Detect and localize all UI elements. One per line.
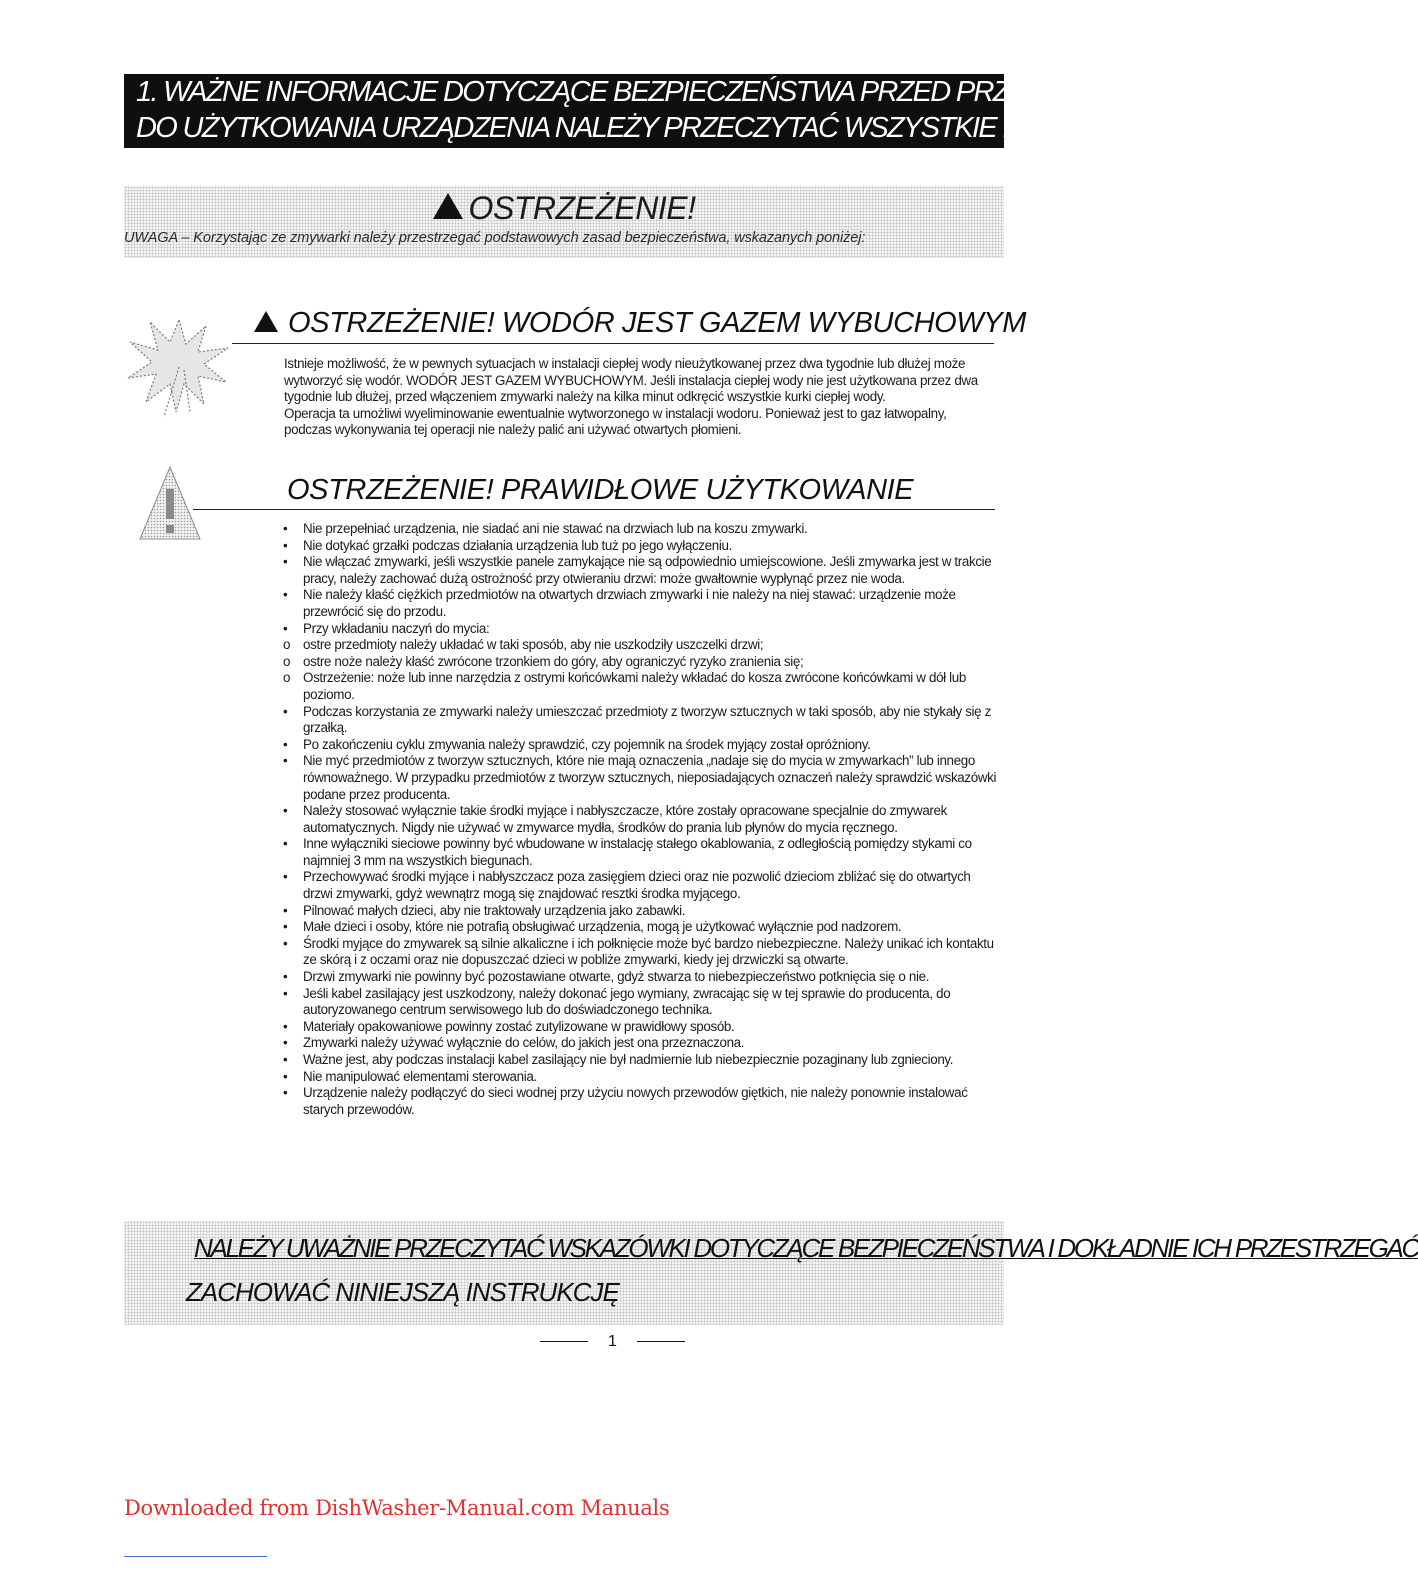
list-item-text: Małe dzieci i osoby, które nie potrafią obsługiwać urządzenia, mogą je użytkować wyłącznie pod nadzorem.	[303, 919, 902, 935]
list-item-text: Przy wkładaniu naczyń do mycia:	[303, 620, 490, 636]
list-item-text: Podczas korzystania ze zmywarki należy umieszczać przedmioty z tworzyw sztucznych w taki sposób, aby nie stykały się z grzałką.	[303, 703, 992, 736]
list-marker: •	[283, 1068, 288, 1084]
list-item	[283, 538, 997, 555]
list-marker: •	[283, 969, 288, 985]
list-item-text: Urządzenie należy podłączyć do sieci wodnej przy użyciu nowych przewodów giętkich, nie należy ponownie instalować starych przewodów.	[303, 1085, 968, 1117]
list-item	[283, 1085, 997, 1118]
list-item-text: Zmywarki należy używać wyłącznie do celów, do jakich jest ona przeznaczona.	[303, 1035, 745, 1051]
list-item-text: Ważne jest, aby podczas instalacji kabel zasilający nie był nadmiernie lub niebezpiecznie pozaginany lub zgnieciony.	[303, 1052, 954, 1067]
warning-triangle-icon	[138, 463, 202, 543]
list-subitem	[283, 654, 997, 671]
list-item	[283, 969, 997, 986]
list-item-text: Ostrzeżenie: noże lub inne narzędzia z ostrymi końcówkami należy wkładać do kosza zwrócone końcówkami w dół lub poziomo.	[303, 670, 966, 702]
list-item	[283, 1052, 997, 1069]
list-marker: •	[283, 521, 288, 536]
list-item	[283, 1019, 997, 1036]
list-marker: •	[283, 703, 288, 719]
list-item	[283, 521, 997, 538]
footer-reminder-line-1: NALEŻY UWAŻNIE PRZECZYTAĆ WSKAZÓWKI DOTYCZĄCE BEZPIECZEŃSTWA I DOKŁADNIE ICH PRZESTRZEGAĆ	[194, 1233, 1418, 1263]
page-number-row	[0, 1333, 1225, 1351]
page-number-dash-left	[540, 1341, 588, 1342]
list-marker: •	[283, 554, 288, 570]
section-hydrogen-title-row	[254, 307, 1026, 340]
list-marker: •	[283, 736, 288, 752]
list-marker: •	[283, 587, 288, 603]
section-hydrogen-rule	[232, 343, 994, 344]
list-item-text: Materiały opakowaniowe powinny zostać zutylizowane w prawidłowy sposób.	[303, 1018, 735, 1034]
list-item	[283, 1069, 997, 1086]
list-item	[283, 737, 997, 754]
header-banner	[124, 74, 1186, 148]
footer-reminder-box	[124, 1221, 1418, 1325]
list-item-text: Nie myć przedmiotów z tworzyw sztucznych, które nie mają oznaczenia „nadaje się do mycia w zmywarkach” lub innego równoważnego. W przypadku przedmiotów z tworzyw sztucznych, nieposiadających oznaczeń należy sprawdzić wskazówki podane przez producenta.	[303, 753, 997, 802]
list-item	[283, 621, 997, 638]
page-number-dash-right	[637, 1341, 685, 1342]
warning-box-title-row	[124, 190, 1004, 227]
list-item-text: Pilnować małych dzieci, aby nie traktowały urządzenia jako zabawki.	[303, 902, 686, 918]
list-marker: •	[283, 753, 288, 769]
list-item-text: Inne wyłączniki sieciowe powinny być wbudowane w instalację stałego okablowania, z odległością pomiędzy stykami co najmniej 3 mm na wszystkich biegunach.	[303, 836, 972, 868]
list-item-text: Nie dotykać grzałki podczas działania urządzenia lub tuż po jego wyłączeniu.	[303, 537, 732, 553]
list-marker: o	[283, 637, 291, 653]
list-item-text: Środki myjące do zmywarek są silnie alkaliczne i ich połknięcie może być bardzo niebezpieczne. Należy unikać ich kontaktu ze skórą i z oczami oraz nie dopuszczać dzieci w pobliże zmywarki, kiedy jej drzwiczki są otwarte.	[303, 935, 994, 968]
list-item-text: Należy stosować wyłącznie takie środki myjące i nabłyszczacze, które zostały opracowane specjalnie do zmywarek automatycznych. Nigdy nie używać w zmywarce mydła, środków do prania lub płynów do mycia ręcznego.	[303, 803, 947, 835]
explosion-icon	[124, 312, 234, 422]
list-marker: •	[283, 1035, 288, 1051]
usage-list	[283, 521, 997, 1118]
section-usage-title: OSTRZEŻENIE! PRAWIDŁOWE UŻYTKOWANIE	[287, 474, 914, 506]
list-item	[283, 704, 997, 737]
list-marker: •	[283, 537, 288, 553]
link-underline	[124, 1556, 267, 1557]
list-marker: •	[283, 620, 288, 636]
list-item	[283, 753, 997, 803]
list-item	[283, 869, 997, 902]
list-marker: •	[283, 1085, 288, 1101]
list-marker: •	[283, 902, 288, 918]
list-marker: •	[283, 1052, 288, 1067]
list-item-text: Jeśli kabel zasilający jest uszkodzony, należy dokonać jego wymiany, zwracając się w tej sprawie do producenta, do autoryzowanego centrum serwisowego lub do doświadczonego technika.	[303, 985, 951, 1018]
list-item-text: Nie włączać zmywarki, jeśli wszystkie panele zamykające nie są odpowiednio umiejscowione. Jeśli zmywarka jest w trakcie pracy, należy zachować dużą ostrożność przy otwieraniu drzwi: może gwałtownie wypłynąć przez nie woda.	[303, 554, 992, 586]
warning-triangle-icon	[433, 193, 463, 219]
list-item-text: Nie manipulować elementami sterowania.	[303, 1068, 537, 1084]
section-usage-rule	[193, 509, 995, 510]
list-marker: •	[283, 836, 288, 852]
footer-reminder-line-2: ZACHOWAĆ NINIEJSZĄ INSTRUKCJĘ	[186, 1277, 619, 1307]
list-marker: •	[283, 985, 288, 1001]
list-item-text: Drzwi zmywarki nie powinny być pozostawiane otwarte, gdyż stwarza to niebezpieczeństwo potknięcia się o nie.	[303, 969, 930, 985]
list-item	[283, 836, 997, 869]
warning-box-subtitle: UWAGA – Korzystając ze zmywarki należy przestrzegać podstawowych zasad bezpieczeństwa, wskazanych poniżej:	[124, 230, 866, 246]
list-item-text: Nie należy kłaść ciężkich przedmiotów na otwartych drzwiach zmywarki i nie należy na niej stawać: urządzenie może przewrócić się do przodu.	[303, 587, 956, 619]
list-marker: •	[283, 869, 288, 885]
download-source-link[interactable]: Downloaded from DishWasher-Manual.com Manuals	[124, 1496, 670, 1520]
warning-box	[124, 186, 1004, 258]
list-item	[283, 919, 997, 936]
header-line-2: DO UŻYTKOWANIA URZĄDZENIA NALEŻY PRZECZYTAĆ WSZYSTKIE INSTRUKCJE	[136, 112, 1168, 144]
list-marker: o	[283, 653, 291, 669]
list-marker: o	[283, 670, 291, 686]
list-item-text: Nie przepełniać urządzenia, nie siadać ani nie stawać na drzwiach lub na koszu zmywarki.	[303, 521, 808, 536]
hydrogen-paragraph-2: Operacja ta umożliwi wyeliminowanie ewentualnie wytworzonego w instalacji wodoru. Ponieważ jest to gaz łatwopalny, podczas wykonywania tej operacji nie należy palić ani używać otwartych płomieni.	[284, 405, 947, 438]
section-hydrogen-title: OSTRZEŻENIE! WODÓR JEST GAZEM WYBUCHOWYM	[288, 307, 1027, 339]
list-marker: •	[283, 919, 288, 935]
list-item-text: ostre noże należy kłaść zwrócone trzonkiem do góry, aby ograniczyć ryzyko zranienia się;	[303, 653, 804, 669]
list-item-text: ostre przedmioty należy układać w taki sposób, aby nie uszkodziły uszczelki drzwi;	[303, 637, 764, 653]
list-item-text: Po zakończeniu cyklu zmywania należy sprawdzić, czy pojemnik na środek myjący został opróżniony.	[303, 736, 871, 752]
list-item	[283, 1035, 997, 1052]
page-number: 1	[608, 1333, 617, 1350]
list-item	[283, 936, 997, 969]
header-line-1: 1. WAŻNE INFORMACJE DOTYCZĄCE BEZPIECZEŃSTWA PRZED PRZYSTĄPIENIEM	[136, 76, 1186, 108]
warning-triangle-icon	[254, 311, 278, 332]
list-subitem	[283, 670, 997, 703]
list-marker: •	[283, 1018, 288, 1034]
list-item	[283, 986, 997, 1019]
section-hydrogen-body	[284, 356, 996, 439]
list-item	[283, 587, 997, 620]
list-item-text: Przechowywać środki myjące i nabłyszczacz poza zasięgiem dzieci oraz nie pozwolić dzieciom zbliżać się do otwartych drzwi zmywarki, gdyż wewnątrz mogą się znajdować resztki środka myjącego.	[303, 869, 971, 902]
list-subitem	[283, 637, 997, 654]
list-marker: •	[283, 803, 288, 819]
warning-box-title: OSTRZEŻENIE!	[468, 190, 696, 226]
list-item	[283, 903, 997, 920]
hydrogen-paragraph-1: Istnieje możliwość, że w pewnych sytuacjach w instalacji ciepłej wody nieużytkowanej przez dwa tygodnie lub dłużej może wytworzyć się wodór. WODÓR JEST GAZEM WYBUCHOWYM. Jeśli instalacja ciepłej wody nie jest użytkowana przez dwa tygodnie lub dłużej, przed włączeniem zmywarki należy na kilka minut odkręcić wszystkie kurki ciepłej wody.	[284, 356, 978, 405]
list-item	[283, 554, 997, 587]
list-item	[283, 803, 997, 836]
list-marker: •	[283, 935, 288, 951]
